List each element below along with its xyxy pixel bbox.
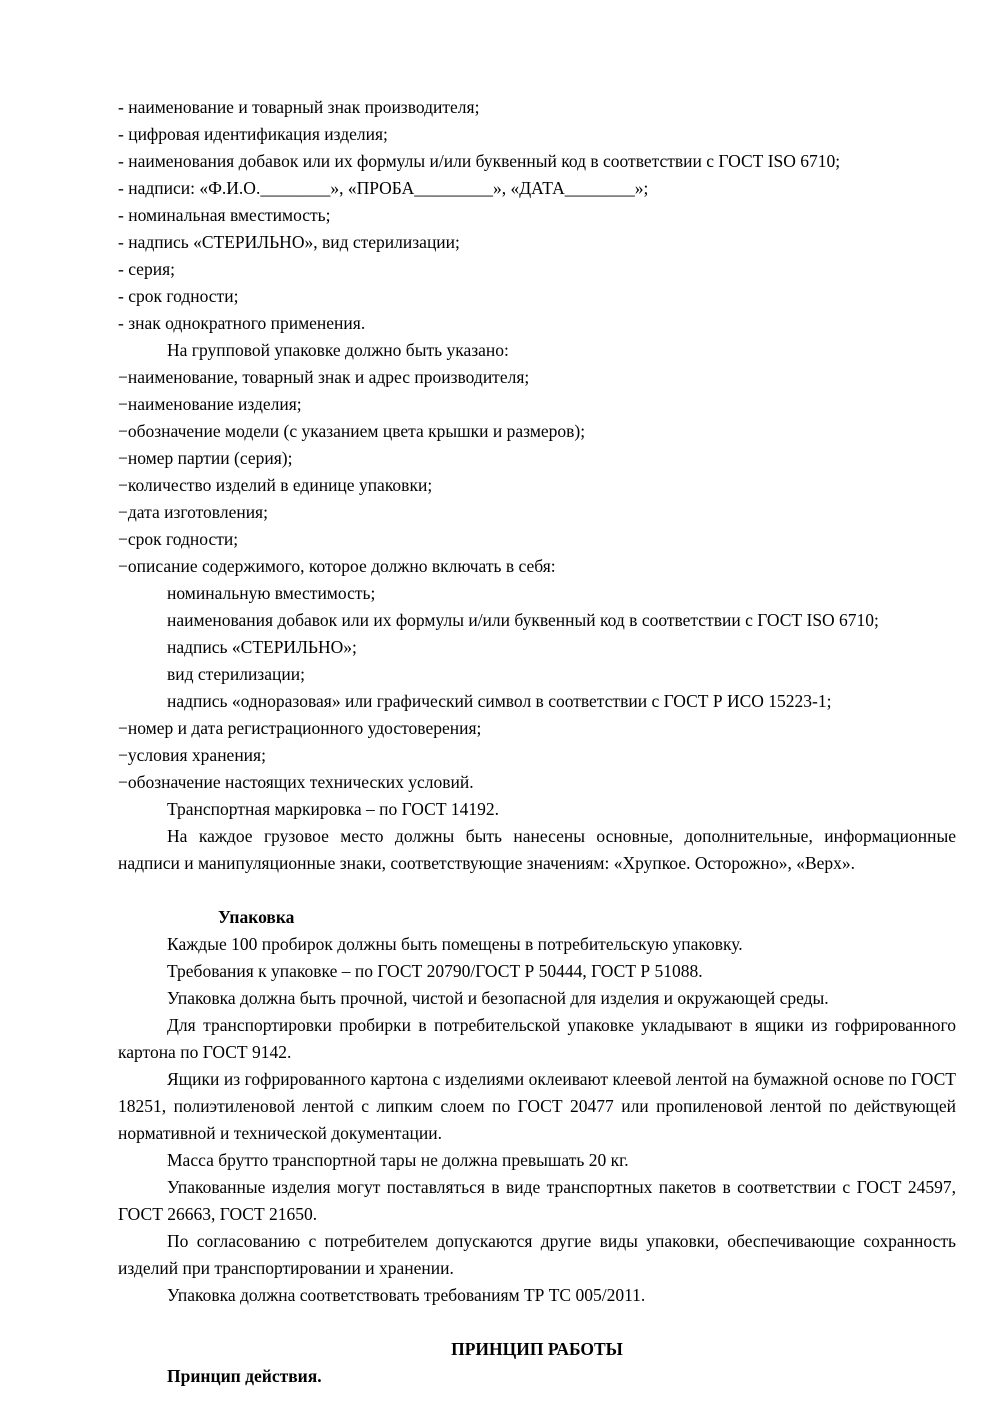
paragraph: По согласованию с потребителем допускаются другие виды упаковки, обеспечивающие сохранность изделий при транспортировании и хранении. xyxy=(118,1231,956,1278)
paragraph: Упаковка должна соответствовать требованиям ТР ТС 005/2011. xyxy=(167,1285,646,1305)
paragraph: наименования добавок или их формулы и/или буквенный код в соответствии с ГОСТ ISO 6710; xyxy=(167,610,879,630)
paragraph: надпись «одноразовая» или графический символ в соответствии с ГОСТ Р ИСО 15223-1; xyxy=(167,691,832,711)
paragraph: - номинальная вместимость; xyxy=(118,205,331,225)
paragraph: Транспортная маркировка – по ГОСТ 14192. xyxy=(167,799,500,819)
paragraph: - надписи: «Ф.И.О.________», «ПРОБА_________», «ДАТА________»; xyxy=(118,178,649,198)
paragraph: −описание содержимого, которое должно включать в себя: xyxy=(118,556,556,576)
paragraph: −наименование, товарный знак и адрес производителя; xyxy=(118,367,530,387)
paragraph: Упаковка должна быть прочной, чистой и безопасной для изделия и окружающей среды. xyxy=(167,988,829,1008)
paragraph: вид стерилизации; xyxy=(167,664,305,684)
paragraph: - срок годности; xyxy=(118,286,239,306)
paragraph: - наименование и товарный знак производителя; xyxy=(118,97,480,117)
paragraph: Масса брутто транспортной тары не должна превышать 20 кг. xyxy=(167,1150,629,1170)
document-body xyxy=(118,94,956,1390)
section-heading-upakovka: Упаковка xyxy=(218,907,295,927)
paragraph: - надпись «СТЕРИЛЬНО», вид стерилизации; xyxy=(118,232,460,252)
paragraph: Упакованные изделия могут поставляться в виде транспортных пакетов в соответствии с ГОСТ 24597, ГОСТ 26663, ГОСТ 21650. xyxy=(118,1177,956,1224)
paragraph: надпись «СТЕРИЛЬНО»; xyxy=(167,637,357,657)
paragraph: - наименования добавок или их формулы и/или буквенный код в соответствии с ГОСТ ISO 6710; xyxy=(118,151,841,171)
paragraph: номинальную вместимость; xyxy=(167,583,376,603)
paragraph: Каждые 100 пробирок должны быть помещены в потребительскую упаковку. xyxy=(167,934,743,954)
section-heading-princip-raboty: ПРИНЦИП РАБОТЫ xyxy=(451,1339,623,1359)
paragraph: Для транспортировки пробирки в потребительской упаковке укладывают в ящики из гофрированного картона по ГОСТ 9142. xyxy=(118,1015,956,1062)
paragraph: На групповой упаковке должно быть указано: xyxy=(167,340,509,360)
paragraph: −наименование изделия; xyxy=(118,394,302,414)
paragraph: - знак однократного применения. xyxy=(118,313,366,333)
paragraph: На каждое грузовое место должны быть нанесены основные, дополнительные, информационные надписи и манипуляционные знаки, соответствующие значениям: «Хрупкое. Осторожно», «Верх». xyxy=(118,826,956,873)
paragraph: −номер и дата регистрационного удостоверения; xyxy=(118,718,482,738)
paragraph: Ящики из гофрированного картона с изделиями оклеивают клеевой лентой на бумажной основе по ГОСТ 18251, полиэтиленовой лентой с липким слоем по ГОСТ 20477 или пропиленовой лентой по действующей нормативной и технической документации. xyxy=(118,1069,956,1143)
paragraph: - серия; xyxy=(118,259,175,279)
paragraph: −условия хранения; xyxy=(118,745,266,765)
paragraph: −количество изделий в единице упаковки; xyxy=(118,475,433,495)
paragraph: - цифровая идентификация изделия; xyxy=(118,124,388,144)
paragraph: −обозначение модели (с указанием цвета крышки и размеров); xyxy=(118,421,586,441)
paragraph: −номер партии (серия); xyxy=(118,448,293,468)
paragraph: −дата изготовления; xyxy=(118,502,268,522)
paragraph: −обозначение настоящих технических условий. xyxy=(118,772,474,792)
paragraph: −срок годности; xyxy=(118,529,239,549)
paragraph: Требования к упаковке – по ГОСТ 20790/ГОСТ Р 50444, ГОСТ Р 51088. xyxy=(167,961,703,981)
subsection-heading-princip-dejstviya: Принцип действия. xyxy=(167,1366,322,1386)
